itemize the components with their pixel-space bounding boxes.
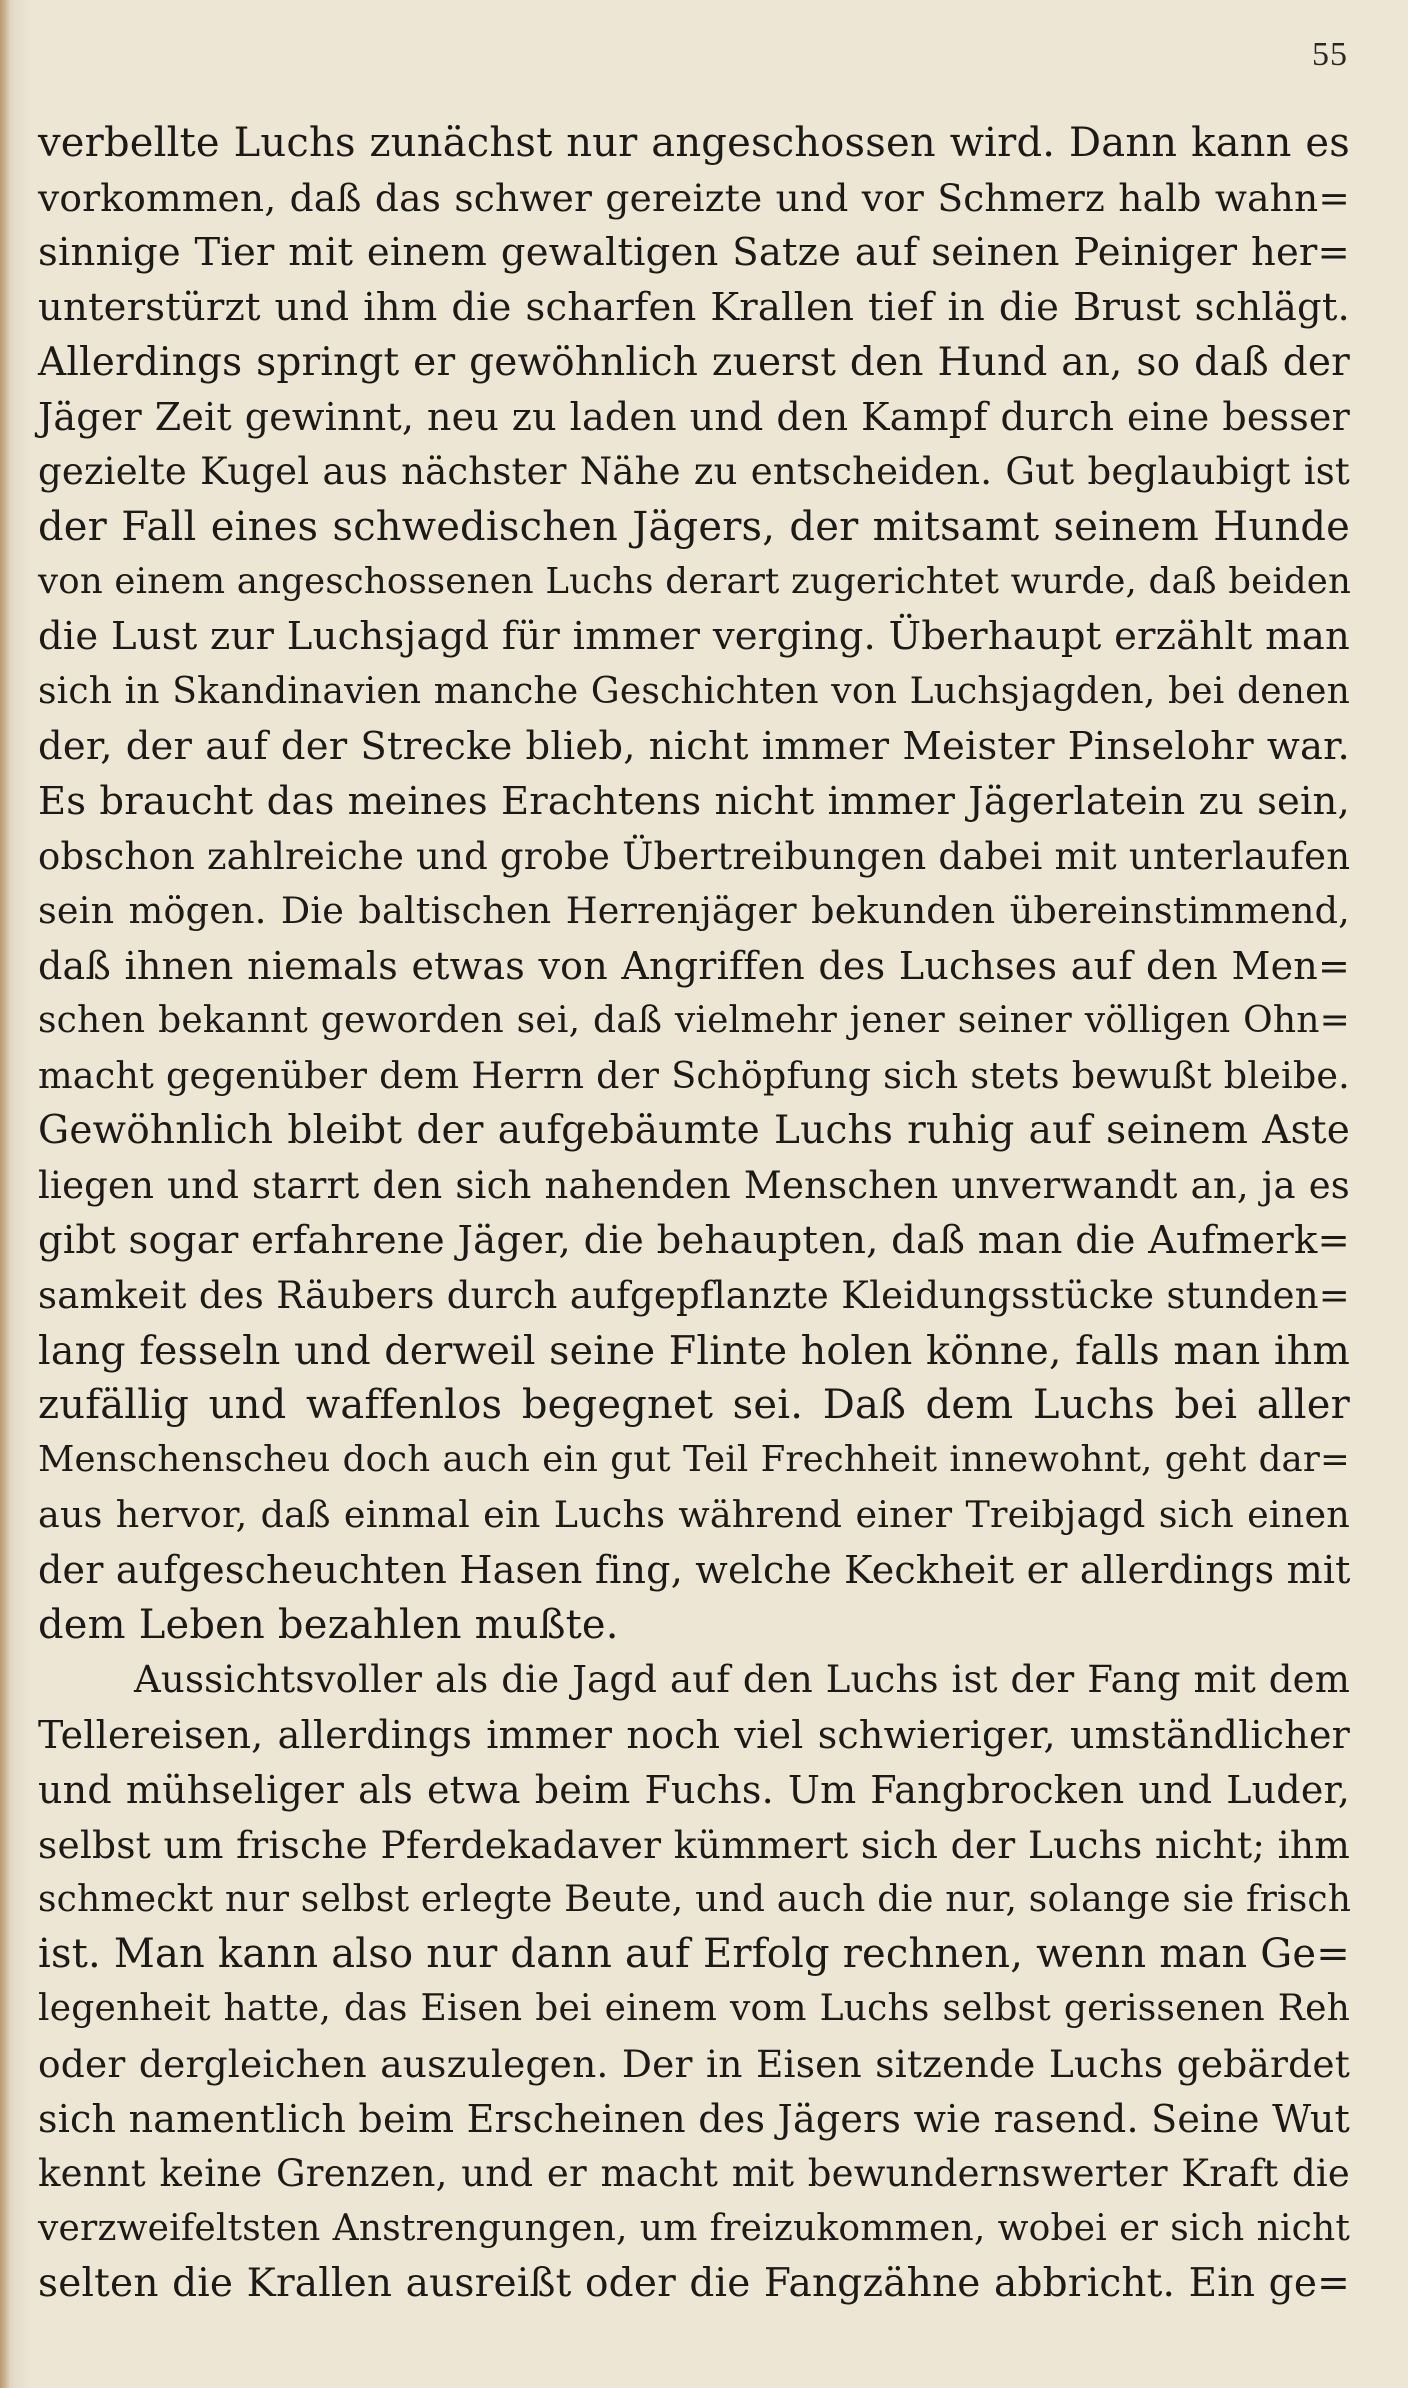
text-line: macht gegenüber dem Herrn der Schöpfung sich stets bewußt bleibe. — [38, 1054, 1350, 1098]
text-line: Tellereisen, allerdings immer noch viel schwieriger, umständlicher — [38, 1712, 1350, 1757]
text-line: samkeit des Räubers durch aufgepflanzte Kleidungsstücke stunden= — [38, 1273, 1350, 1317]
text-line: und mühseliger als etwa beim Fuchs. Um Fangbrocken und Luder, — [38, 1767, 1350, 1812]
text-line: schen bekannt geworden sei, daß vielmehr jener seiner völligen Ohn= — [38, 1000, 1350, 1042]
text-line: vorkommen, daß das schwer gereizte und vor Schmerz halb wahn= — [38, 175, 1350, 220]
text-line: die Lust zur Luchsjagd für immer verging. Überhaupt erzählt man — [38, 614, 1350, 660]
text-line: selbst um frische Pferdekadaver kümmert sich der Luchs nicht; ihm — [38, 1822, 1350, 1867]
text-line: gibt sogar erfahrene Jäger, die behaupten, daß man die Aufmerk= — [38, 1217, 1350, 1263]
text-line: verbellte Luchs zunächst nur angeschossen wird. Dann kann es — [38, 120, 1350, 166]
page-binding-shadow — [0, 0, 10, 2388]
text-line: sich in Skandinavien manche Geschichten von Luchsjagden, bei denen — [38, 670, 1350, 712]
text-line: lang fesseln und derweil seine Flinte holen könne, falls man ihm — [38, 1327, 1350, 1374]
text-line: kennt keine Grenzen, und er macht mit bewundernswerter Kraft die — [38, 2151, 1350, 2195]
text-line: zufällig und waffenlos begegnet sei. Daß dem Luchs bei aller — [38, 1382, 1350, 1429]
paragraph-end-line: dem Leben bezahlen mußte. — [38, 1602, 619, 1649]
text-line: schmeckt nur selbst erlegte Beute, und auch die nur, solange sie frisch — [38, 1878, 1352, 1920]
text-line: von einem angeschossenen Luchs derart zugerichtet wurde, daß beiden — [38, 561, 1352, 603]
text-line: Jäger Zeit gewinnt, neu zu laden und den Kampf durch eine besser — [38, 395, 1350, 440]
paragraph-start-line: Aussichtsvoller als die Jagd auf den Luchs ist der Fang mit dem — [134, 1657, 1350, 1701]
text-line: gezielte Kugel aus nächster Nähe zu entscheiden. Gut beglaubigt ist — [38, 450, 1350, 494]
text-line: sinnige Tier mit einem gewaltigen Satze auf seinen Peiniger her= — [38, 229, 1350, 275]
text-line: unterstürzt und ihm die scharfen Krallen tief in die Brust schlägt. — [38, 284, 1350, 330]
text-line: Menschenscheu doch auch ein gut Teil Frechheit innewohnt, geht dar= — [38, 1439, 1350, 1481]
text-line: der Fall eines schwedischen Jägers, der mitsamt seinem Hunde — [38, 504, 1350, 551]
text-line: der aufgescheuchten Hasen fing, welche Keckheit er allerdings mit — [38, 1548, 1351, 1593]
text-line: ist. Man kann also nur dann auf Erfolg rechnen, wenn man Ge= — [38, 1931, 1351, 1978]
page-number: 55 — [1312, 36, 1348, 73]
text-line: daß ihnen niemals etwas von Angriffen des Luchses auf den Men= — [38, 944, 1350, 989]
text-line: Es braucht das meines Erachtens nicht immer Jägerlatein zu sein, — [38, 778, 1350, 824]
text-line: verzweifeltsten Anstrengungen, um freizukommen, wobei er sich nicht — [38, 2207, 1350, 2249]
text-line: selten die Krallen ausreißt oder die Fangzähne abbricht. Ein ge= — [38, 2260, 1350, 2306]
text-line: aus hervor, daß einmal ein Luchs während einer Treibjagd sich einen — [38, 1493, 1350, 1537]
text-line: liegen und starrt den sich nahenden Menschen unverwandt an, ja es — [38, 1163, 1350, 1207]
text-line: oder dergleichen auszulegen. Der in Eisen sitzende Luchs gebärdet — [38, 2042, 1350, 2087]
text-line: Allerdings springt er gewöhnlich zuerst den Hund an, so daß der — [38, 339, 1350, 385]
text-line: der, der auf der Strecke blieb, nicht immer Meister Pinselohr war. — [38, 723, 1350, 769]
text-line: sich namentlich beim Erscheinen des Jägers wie rasend. Seine Wut — [38, 2097, 1350, 2142]
text-line: legenheit hatte, das Eisen bei einem vom Luchs selbst gerissenen Reh — [38, 1988, 1350, 2030]
text-line: sein mögen. Die baltischen Herrenjäger bekunden übereinstimmend, — [38, 889, 1350, 933]
text-line: Gewöhnlich bleibt der aufgebäumte Luchs ruhig auf seinem Aste — [38, 1108, 1350, 1154]
body-text — [38, 116, 1350, 2312]
text-line: obschon zahlreiche und grobe Übertreibungen dabei mit unterlaufen — [38, 834, 1351, 878]
